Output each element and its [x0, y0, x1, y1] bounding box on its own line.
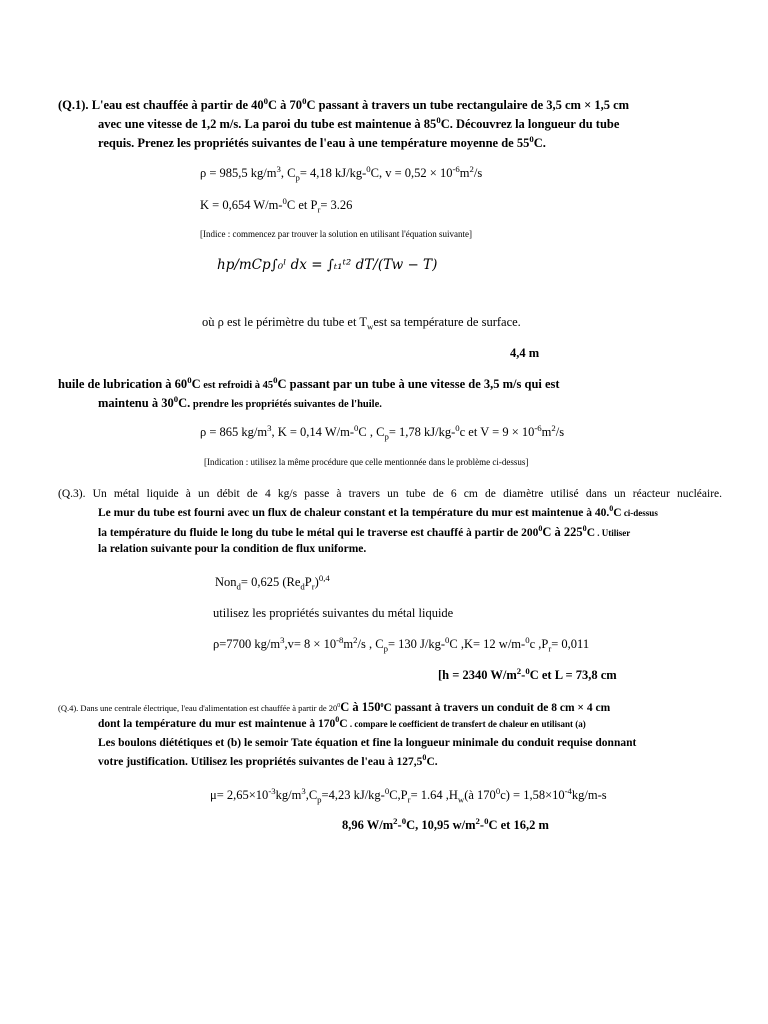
q2-hint: [Indication : utilisez la même procédure que celle mentionnée dans le problème ci-dessus] [204, 457, 529, 467]
q1-line-2: avec une vitesse de 1,2 m/s. La paroi du tube est maintenue à $85^0C$. Découvrez la longueur du tube [98, 114, 620, 131]
q1-line-3: requis. Prenez les propriétés suivantes de l'eau à une température moyenne de $55^0C$. [98, 133, 546, 150]
q4-line-4: votre justification. Utilisez les propriétés suivantes de l'eau à 127,5$^0$C. [98, 753, 438, 768]
q1-label: (Q.1). [58, 98, 89, 112]
q3-line-4: la relation suivante pour la condition de flux uniforme. [98, 543, 367, 555]
q3-answer: [h = 2340 $W/m^2-^0C$ et L = 73,8 cm [438, 665, 617, 682]
q1-properties-1: ρ = 985,5 $kg/m^3$, $C_p= 4,18$ kJ/kg-$^0$C, $v = 0,52 \times 10^{-6}m^2/s$ [200, 163, 483, 183]
q2-line-2: maintenu à $30^0C$. prendre les propriétés suivantes de l'huile. [98, 393, 382, 410]
q2-line-1: huile de lubrication à $60^0C$ est refroidi à $45^0C$ passant par un tube à une vitesse de 3,5 m/s qui est [58, 374, 560, 391]
q4-line-3: Les boulons diététiques et (b) le semoir Tate équation et fine la longueur minimale du conduit requise donnant [98, 737, 637, 749]
q1-line-1: (Q.1). L'eau est chauffée à partir de $40^0C$ à $70^0C$ passant à travers un tube rectangulaire de 3,5 cm × 1,5 cm [58, 95, 630, 112]
q4-answer: 8,96 $W/m^2-^0C$, 10,95 $w/m^2-^0C$ et 16,2 m [342, 815, 549, 832]
q1-equation: hp/mCp∫₀ˡ dx = ∫ₜ₁ᵗ² dT/(Tw − T) [217, 257, 438, 273]
q1-where: où ρ est le périmètre du tube et $T_west$ sa température de surface. [202, 315, 521, 332]
q4-line-2: dont la température du mur est maintenue à $170^0C$ . compare le coefficient de transfert de chaleur en utilisant (a) [98, 715, 586, 730]
q3-use-properties: utilisez les propriétés suivantes du métal liquide [213, 606, 454, 620]
q3-nusselt-relation: Non$_d$= 0,625 $(Re_dP_r)^{0,4}$ [215, 572, 330, 592]
q1-properties-2: K = 0,654 W/m-$^0$C et $P_r= 3.26$ [200, 195, 353, 215]
q3-line-3: la température du fluide le long du tube le métal qui le traverse est chauffé à partir de $200^0C$ à $225^0C$ . Utiliser [98, 524, 631, 539]
q2-properties: ρ = 865 $kg/m^3$, K = 0,14 W/m-$^0$C , $C_p= 1,78$ kJ/kg-$^0$c et $V = 9 \times 10^{-6}m^2/s$ [200, 422, 565, 442]
q3-properties: ρ=7700 $kg/m^3,v= 8 \times 10^{-8}m^2/s$ , $C_p= 130$ J/kg-$^0$C ,K= 12 w/m-$^0$c $,P_r= 0,011$ [213, 634, 590, 654]
q1-hint: [Indice : commencez par trouver la solution en utilisant l'équation suivante] [200, 229, 473, 239]
q1-answer: 4,4 m [510, 346, 540, 360]
q4-line-1: (Q.4). Dans une centrale électrique, l'eau d'alimentation est chauffée à partir de $20^0C$ à $150^0C$ passant à travers un conduit de 8 cm × 4 cm [58, 700, 611, 714]
q4-properties: $\mu= 2,65\times 10^{-3}kg/m^3,C_p=4,23$ $kJ/kg-^0C,P_r= 1.64$ $,H_w(à$ $170^0c) = 1,58\times 10^{-4}kg/m-s$ [210, 785, 607, 805]
q3-line-2: Le mur du tube est fourni avec un flux de chaleur constant et la température du mur est maintenue à 40.$^0$C ci-dessus [98, 504, 658, 519]
q3-line-1: (Q.3). Un métal liquide à un débit de 4 kg/s passe à travers un tube de 6 cm de diamètre utilisé dans un réacteur nucléaire. [58, 488, 722, 500]
